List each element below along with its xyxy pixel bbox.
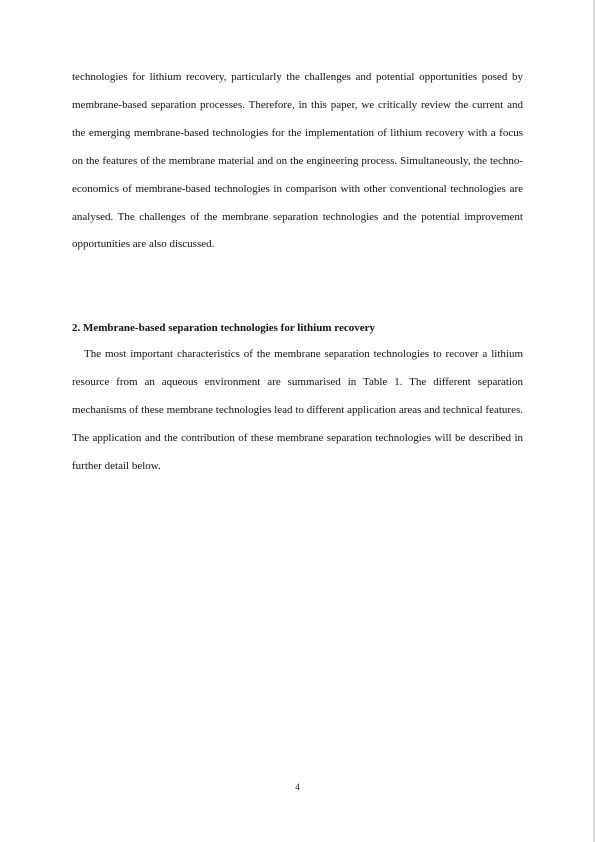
section-paragraph: The most important characteristics of the membrane separation technologies to recover a lithium resource from an aqueous environment are summarised in Table 1. The different separation mechanisms of these membrane technologies lead to different application areas and technical features. The application and the contribution of these membrane separation technologies will be described in further detail below. [72,348,523,472]
section-heading: 2. Membrane-based separation technologies for lithium recovery [72,322,375,334]
intro-paragraph: technologies for lithium recovery, particularly the challenges and potential opportunities posed by membrane-based separation processes. Therefore, in this paper, we critically review the current and the emerging membrane-based technologies for the implementation of lithium recovery with a focus on the features of the membrane material and on the engineering process. Simultaneously, the techno-economics of membrane-based technologies in comparison with other conventional technologies are analysed. The challenges of the membrane separation technologies and the potential improvement opportunities are also discussed. [72,71,523,251]
page-number: 4 [295,782,300,792]
